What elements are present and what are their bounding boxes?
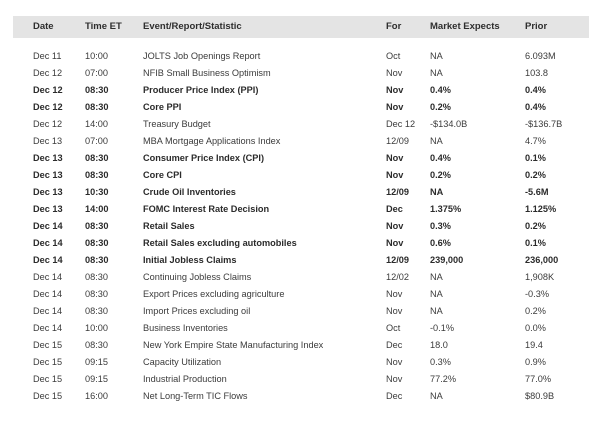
row-market-expects: NA (430, 272, 443, 282)
row-prior: -$136.7B (525, 119, 563, 129)
row-date: Dec 12 (33, 85, 63, 95)
table-row (0, 269, 601, 286)
row-time: 08:30 (85, 306, 108, 316)
row-prior: 0.9% (525, 357, 546, 367)
row-for: Nov (386, 357, 403, 367)
table-row (0, 320, 601, 337)
row-prior: 103.8 (525, 68, 548, 78)
row-time: 08:30 (85, 221, 109, 231)
row-date: Dec 14 (33, 272, 63, 282)
row-for: Nov (386, 238, 404, 248)
table-row (0, 337, 601, 354)
row-prior: 0.1% (525, 153, 546, 163)
row-event: Net Long-Term TIC Flows (143, 391, 248, 401)
row-prior: 4.7% (525, 136, 546, 146)
row-for: Dec (386, 340, 403, 350)
row-time: 09:15 (85, 374, 108, 384)
row-date: Dec 13 (33, 204, 63, 214)
header-market-expects: Market Expects (430, 21, 500, 32)
row-time: 08:30 (85, 170, 109, 180)
row-time: 14:00 (85, 204, 109, 214)
header-event: Event/Report/Statistic (143, 21, 242, 32)
row-for: 12/09 (386, 187, 409, 197)
row-date: Dec 14 (33, 238, 63, 248)
row-event: Retail Sales excluding automobiles (143, 238, 297, 248)
row-event: Treasury Budget (143, 119, 211, 129)
table-row (0, 99, 601, 116)
row-time: 14:00 (85, 119, 108, 129)
row-prior: 1.125% (525, 204, 557, 214)
row-date: Dec 13 (33, 187, 63, 197)
row-time: 10:00 (85, 323, 108, 333)
row-date: Dec 14 (33, 255, 63, 265)
row-market-expects: 0.3% (430, 357, 451, 367)
row-market-expects: 0.4% (430, 85, 451, 95)
row-prior: 236,000 (525, 255, 559, 265)
row-prior: 0.0% (525, 323, 546, 333)
row-prior: 0.2% (525, 170, 546, 180)
table-row (0, 354, 601, 371)
row-event: MBA Mortgage Applications Index (143, 136, 281, 146)
row-market-expects: 0.2% (430, 170, 451, 180)
row-event: Business Inventories (143, 323, 228, 333)
row-time: 08:30 (85, 289, 108, 299)
row-time: 09:15 (85, 357, 108, 367)
row-market-expects: NA (430, 51, 443, 61)
table-row (0, 133, 601, 150)
table-row (0, 235, 601, 252)
row-date: Dec 14 (33, 306, 63, 316)
row-date: Dec 14 (33, 289, 63, 299)
table-row (0, 388, 601, 405)
row-market-expects: -$134.0B (430, 119, 468, 129)
table-row (0, 201, 601, 218)
row-market-expects: -0.1% (430, 323, 455, 333)
row-for: Nov (386, 221, 404, 231)
row-time: 08:30 (85, 272, 108, 282)
row-date: Dec 15 (33, 340, 63, 350)
header-time: Time ET (85, 21, 122, 32)
row-time: 07:00 (85, 136, 108, 146)
row-date: Dec 11 (33, 51, 62, 61)
row-date: Dec 14 (33, 221, 63, 231)
table-row (0, 286, 601, 303)
row-for: Dec (386, 204, 403, 214)
table-header (13, 16, 589, 38)
table-row (0, 184, 601, 201)
row-event: New York Empire State Manufacturing Index (143, 340, 324, 350)
row-event: Crude Oil Inventories (143, 187, 236, 197)
row-date: Dec 15 (33, 357, 63, 367)
row-for: Oct (386, 323, 401, 333)
row-for: Nov (386, 85, 404, 95)
row-for: Dec 12 (386, 119, 416, 129)
row-for: Nov (386, 374, 403, 384)
row-event: Producer Price Index (PPI) (143, 85, 259, 95)
row-market-expects: 77.2% (430, 374, 457, 384)
table-row (0, 82, 601, 99)
table-row (0, 218, 601, 235)
row-market-expects: NA (430, 289, 443, 299)
row-date: Dec 15 (33, 374, 63, 384)
row-event: Consumer Price Index (CPI) (143, 153, 264, 163)
row-date: Dec 15 (33, 391, 63, 401)
row-market-expects: 1.375% (430, 204, 462, 214)
row-time: 07:00 (85, 68, 108, 78)
row-date: Dec 12 (33, 102, 63, 112)
row-market-expects: 0.6% (430, 238, 451, 248)
row-event: Retail Sales (143, 221, 195, 231)
row-market-expects: NA (430, 187, 444, 197)
header-for: For (386, 21, 402, 32)
row-for: Nov (386, 306, 403, 316)
row-for: Nov (386, 102, 404, 112)
row-date: Dec 14 (33, 323, 63, 333)
row-for: 12/02 (386, 272, 409, 282)
row-prior: 0.2% (525, 306, 546, 316)
row-time: 08:30 (85, 102, 109, 112)
row-event: Continuing Jobless Claims (143, 272, 252, 282)
row-time: 10:00 (85, 51, 108, 61)
table-row (0, 303, 601, 320)
row-time: 08:30 (85, 238, 109, 248)
row-for: 12/09 (386, 136, 409, 146)
row-time: 08:30 (85, 153, 109, 163)
row-event: Import Prices excluding oil (143, 306, 251, 316)
table-row (0, 116, 601, 133)
header-date: Date (33, 21, 54, 32)
row-for: Oct (386, 51, 401, 61)
row-event: Capacity Utilization (143, 357, 222, 367)
row-prior: 0.2% (525, 221, 546, 231)
row-event: Core CPI (143, 170, 182, 180)
row-event: Core PPI (143, 102, 182, 112)
row-time: 08:30 (85, 255, 109, 265)
row-date: Dec 12 (33, 119, 63, 129)
row-market-expects: 0.4% (430, 153, 451, 163)
row-market-expects: NA (430, 391, 443, 401)
row-event: Initial Jobless Claims (143, 255, 237, 265)
table-row (0, 167, 601, 184)
row-date: Dec 13 (33, 136, 63, 146)
row-for: Nov (386, 153, 404, 163)
row-event: Export Prices excluding agriculture (143, 289, 285, 299)
row-for: Dec (386, 391, 403, 401)
row-market-expects: NA (430, 68, 443, 78)
row-time: 08:30 (85, 85, 109, 95)
row-event: FOMC Interest Rate Decision (143, 204, 270, 214)
row-prior: 0.1% (525, 238, 546, 248)
table-row (0, 371, 601, 388)
table-row (0, 48, 601, 65)
row-event: Industrial Production (143, 374, 227, 384)
row-event: NFIB Small Business Optimism (143, 68, 271, 78)
row-market-expects: 18.0 (430, 340, 448, 350)
row-prior: 77.0% (525, 374, 552, 384)
row-time: 16:00 (85, 391, 108, 401)
header-prior: Prior (525, 21, 548, 32)
row-for: Nov (386, 289, 403, 299)
row-date: Dec 13 (33, 153, 63, 163)
table-body (0, 48, 601, 405)
row-market-expects: 239,000 (430, 255, 464, 265)
row-date: Dec 13 (33, 170, 63, 180)
table-row (0, 65, 601, 82)
row-prior: 1,908K (525, 272, 555, 282)
row-prior: 0.4% (525, 85, 546, 95)
row-prior: $80.9B (525, 391, 555, 401)
row-market-expects: NA (430, 306, 443, 316)
row-market-expects: 0.3% (430, 221, 451, 231)
row-prior: 19.4 (525, 340, 543, 350)
row-market-expects: 0.2% (430, 102, 451, 112)
row-for: Nov (386, 170, 404, 180)
row-prior: 0.4% (525, 102, 546, 112)
row-prior: -0.3% (525, 289, 550, 299)
row-market-expects: NA (430, 136, 443, 146)
row-for: 12/09 (386, 255, 409, 265)
row-prior: -5.6M (525, 187, 549, 197)
row-prior: 6.093M (525, 51, 556, 61)
table-row (0, 150, 601, 167)
row-for: Nov (386, 68, 403, 78)
row-event: JOLTS Job Openings Report (143, 51, 261, 61)
table-row (0, 252, 601, 269)
row-date: Dec 12 (33, 68, 63, 78)
row-time: 08:30 (85, 340, 108, 350)
row-time: 10:30 (85, 187, 109, 197)
